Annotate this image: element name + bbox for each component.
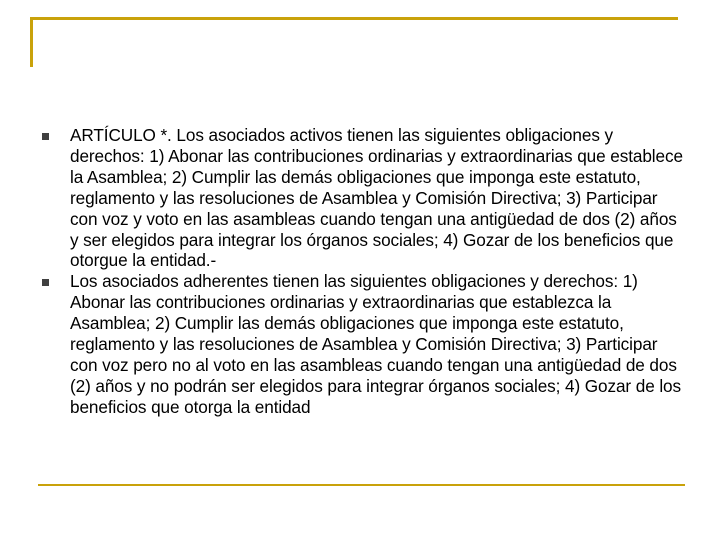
frame-top-rule: [30, 17, 678, 20]
frame-left-rule: [30, 17, 33, 67]
bullet-list: [42, 125, 687, 418]
bullet-item-adherentes: [42, 271, 687, 417]
square-bullet-icon: [42, 279, 49, 286]
bullet-text-adherentes: Los asociados adherentes tienen las siguientes obligaciones y derechos: 1) Abonar las contribuciones ordinarias y extraordinarias que establezca la Asamblea; 2) Cumplir las demás obligaciones que imponga este estatuto, reglamento y las resoluciones de Asamblea y Comisión Directiva; 3) Participar con voz pero no al voto en las asambleas cuando tengan una antigüedad de dos (2) años y no podrán ser elegidos para integrar órganos sociales; 4) Gozar de los beneficios que otorga la entidad: [70, 271, 681, 417]
bullet-item-activos: [42, 125, 687, 271]
bullet-text-activos: ARTÍCULO *. Los asociados activos tienen las siguientes obligaciones y derechos: 1) Abonar las contribuciones ordinarias y extraordinarias que establece la Asamblea; 2) Cumplir las demás obligaciones que imponga este estatuto, reglamento y las resoluciones de Asamblea y Comisión Directiva; 3) Participar con voz y voto en las asambleas cuando tengan una antigüedad de dos (2) años y ser elegidos para integrar los órganos sociales; 4) Gozar de los beneficios que otorgue la entidad.-: [70, 125, 683, 271]
square-bullet-icon: [42, 133, 49, 140]
frame-bottom-rule: [38, 484, 685, 486]
